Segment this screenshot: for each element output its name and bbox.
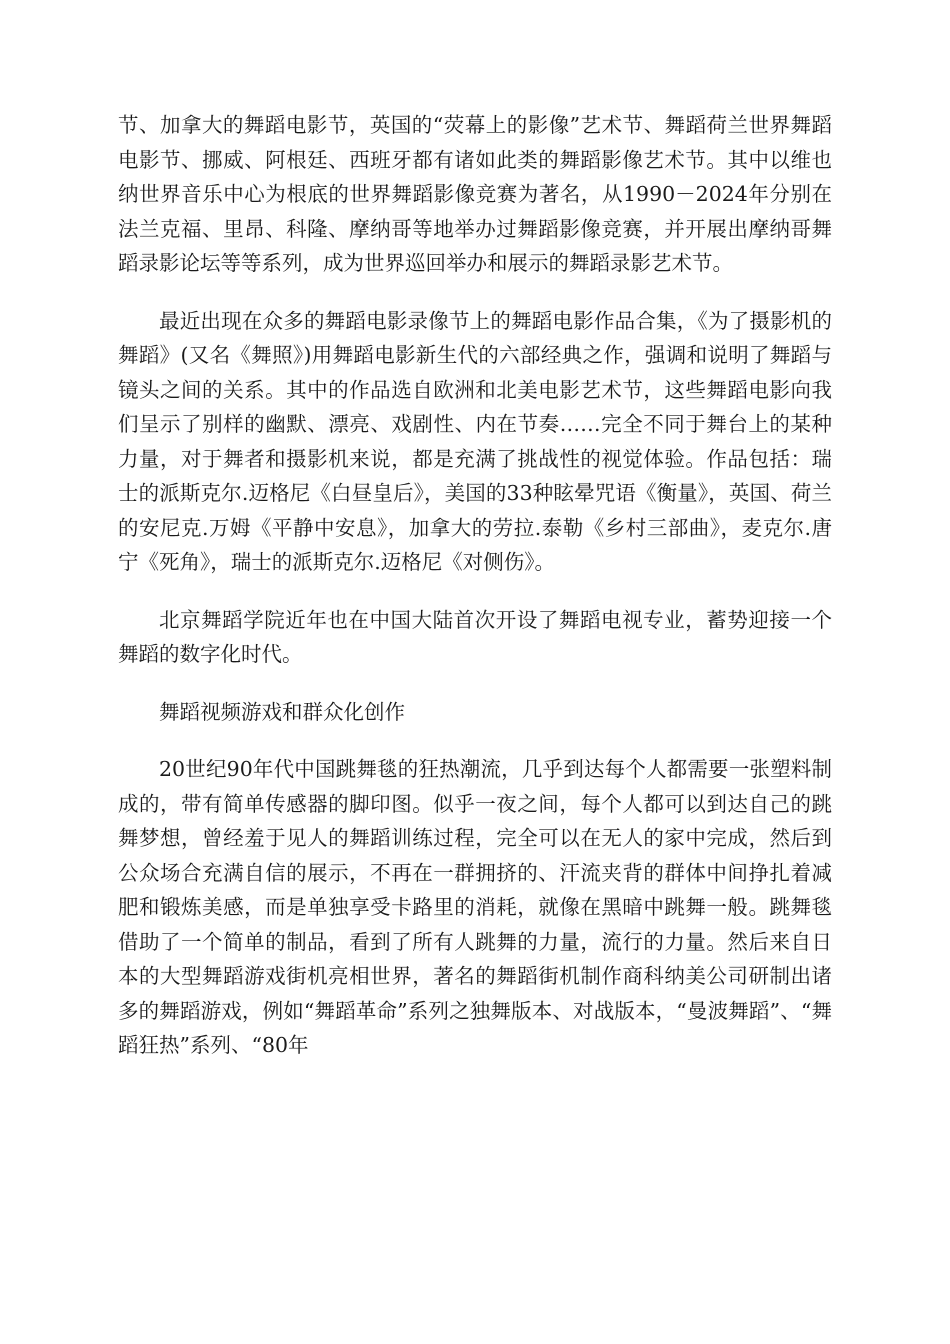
paragraph-dance-for-camera: 最近出现在众多的舞蹈电影录像节上的舞蹈电影作品合集，《为了摄影机的舞蹈》(又名《舞照》)用舞蹈电影新生代的六部经典之作，强调和说明了舞蹈与镜头之间的关系。其中的作品选自欧洲和北美电影艺术节，这些舞蹈电影向我们呈示了别样的幽默、漂亮、戏剧性、内在节奏……完全不同于舞台上的某种力量，对于舞者和摄影机来说，都是充满了挑战性的视觉体验。作品包括：瑞士的派斯克尔.迈格尼《白昼皇后》，美国的33种眩晕咒语《衡量》，英国、荷兰的安尼克.万姆《平静中安息》，加拿大的劳拉.泰勒《乡村三部曲》，麦克尔.唐宁《死角》，瑞士的派斯克尔.迈格尼《对侧伤》。 xyxy=(118,308,832,574)
document-body xyxy=(118,108,832,1063)
paragraph-dance-film-festivals: 节、加拿大的舞蹈电影节，英国的“荧幕上的影像”艺术节、舞蹈荷兰世界舞蹈电影节、挪威、阿根廷、西班牙都有诸如此类的舞蹈影像艺术节。其中以维也纳世界音乐中心为根底的世界舞蹈影像竞赛为著名，从1990－2024年分别在法兰克福、里昂、科隆、摩纳哥等地举办过舞蹈影像竞赛，并开展出摩纳哥舞蹈录影论坛等等系列，成为世界巡回举办和展示的舞蹈录影艺术节。 xyxy=(118,113,832,275)
paragraph-dance-mat-craze: 20世纪90年代中国跳舞毯的狂热潮流，几乎到达每个人都需要一张塑料制成的，带有简单传感器的脚印图。似乎一夜之间，每个人都可以到达自己的跳舞梦想，曾经羞于见人的舞蹈训练过程，完全可以在无人的家中完成，然后到公众场合充满自信的展示，不再在一群拥挤的、汗流夹背的群体中间挣扎着减肥和锻炼美感，而是单独享受卡路里的消耗，就像在黑暗中跳舞一般。跳舞毯借助了一个简单的制品，看到了所有人跳舞的力量，流行的力量。然后来自日本的大型舞蹈游戏街机亮相世界，著名的舞蹈街机制作商科纳美公司研制出诸多的舞蹈游戏，例如“舞蹈革命”系列之独舞版本、对战版本，“曼波舞蹈”、“舞蹈狂热”系列、“80年 xyxy=(118,757,832,1057)
paragraph-beijing-dance-academy: 北京舞蹈学院近年也在中国大陆首次开设了舞蹈电视专业，蓄势迎接一个舞蹈的数字化时代。 xyxy=(118,607,832,666)
section-heading-dance-video-games: 舞蹈视频游戏和群众化创作 xyxy=(159,699,405,724)
